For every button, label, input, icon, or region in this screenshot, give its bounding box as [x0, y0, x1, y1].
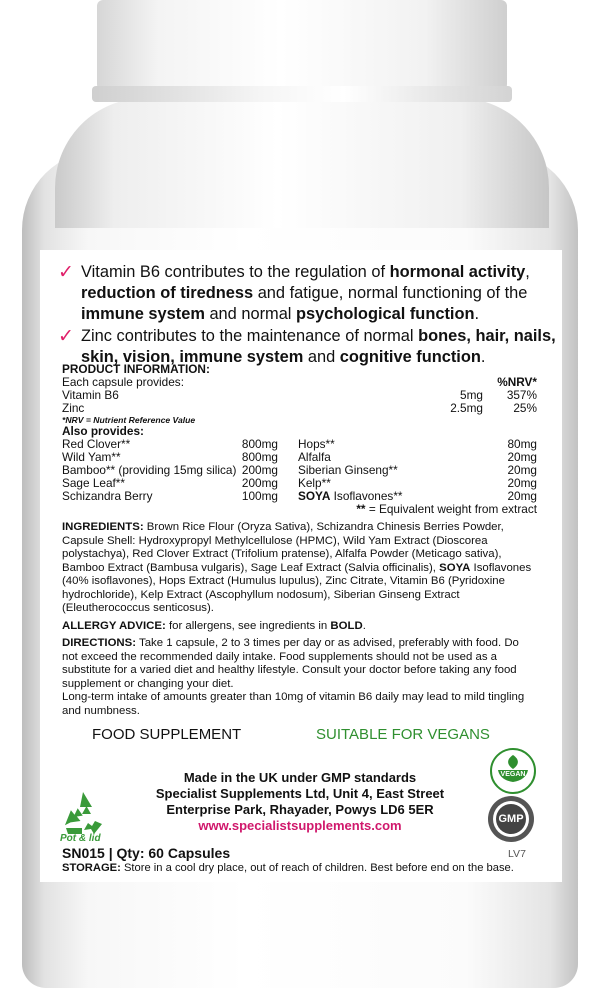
equivalent-note: ** = Equivalent weight from extract — [356, 502, 537, 516]
maker-line: Specialist Supplements Ltd, Unit 4, East Street — [155, 786, 445, 801]
also-provides-heading: Also provides: — [62, 424, 144, 438]
health-claims — [58, 262, 558, 369]
nutrient-amount: 2.5mg — [450, 401, 483, 415]
vegan-badge-text: VEGAN — [500, 771, 526, 778]
also-item-name: Kelp** — [298, 476, 331, 490]
claim-zinc: ✓ Zinc contributes to the maintenance of normal bones, hair, nails, skin, vision, immune system and cognitive function. — [58, 326, 556, 366]
food-supplement-label: FOOD SUPPLEMENT — [92, 726, 242, 743]
nrv-header: %NRV* — [497, 375, 537, 389]
each-capsule-label: Each capsule provides: — [62, 375, 184, 389]
also-item-amount: 80mg — [507, 437, 537, 451]
also-item-amount: 20mg — [507, 476, 537, 490]
recycle-label: Pot & lid — [60, 833, 101, 844]
storage-text: STORAGE: Store in a cool dry place, out of reach of children. Best before end on the base. — [62, 862, 514, 874]
website-link[interactable]: www.specialistsupplements.com — [198, 818, 402, 833]
directions-text: DIRECTIONS: Take 1 capsule, 2 to 3 times per day or as advised, preferably with food. Do not exceed the recommended daily intake. Food supplements should not be used as a substitute for a varied diet and healthy lifestyle. Consult your doctor before taking any food supplement or changing your diet. — [62, 637, 519, 690]
nutrient-nrv: 25% — [513, 401, 537, 415]
nutrient-amount: 5mg — [460, 388, 483, 402]
maker-line: Made in the UK under GMP standards — [183, 770, 417, 785]
also-item-amount: 20mg — [507, 463, 537, 477]
gmp-badge-icon — [488, 796, 534, 842]
also-item-amount: 200mg — [241, 476, 278, 490]
also-item-amount: 20mg — [507, 489, 537, 503]
check-icon: ✓ — [58, 262, 74, 283]
nutrient-name: Vitamin B6 — [62, 388, 119, 402]
lv-code: LV7 — [508, 848, 526, 860]
also-item-name: Siberian Ginseng** — [298, 463, 398, 477]
vegan-leaf-icon — [490, 748, 536, 794]
also-item-name: Sage Leaf** — [62, 476, 125, 490]
maker-line: Enterprise Park, Rhayader, Powys LD6 5ER — [166, 802, 434, 817]
also-item-name: SOYA Isoflavones** — [298, 489, 403, 503]
product-info-heading: PRODUCT INFORMATION: — [62, 362, 210, 376]
claim-vitamin-b6: ✓ Vitamin B6 contributes to the regulation of hormonal activity, reduction of tiredness and fatigue, normal functioning of the immune system and normal psychological function. — [58, 262, 530, 323]
b6-warning: Long-term intake of amounts greater than 10mg of vitamin B6 daily may lead to mild tingling and numbness. — [62, 691, 525, 717]
nutrient-nrv: 357% — [506, 388, 537, 402]
sku-quantity: SN015 | Qty: 60 Capsules — [62, 845, 231, 861]
check-icon: ✓ — [58, 326, 74, 347]
also-item-amount: 20mg — [507, 450, 537, 464]
also-item-amount: 800mg — [241, 437, 278, 451]
also-item-name: Bamboo** (providing 15mg silica) — [62, 463, 237, 477]
also-item-name: Hops** — [298, 437, 335, 451]
bottle-cap — [97, 0, 507, 98]
bottle-shoulder — [55, 98, 549, 228]
also-item-name: Alfalfa — [298, 450, 331, 464]
suitable-for-vegans-label: SUITABLE FOR VEGANS — [316, 726, 490, 743]
gmp-badge-text: GMP — [498, 813, 524, 825]
also-item-amount: 200mg — [241, 463, 278, 477]
also-item-amount: 800mg — [241, 450, 278, 464]
also-item-name: Schizandra Berry — [62, 489, 153, 503]
allergy-advice: ALLERGY ADVICE: for allergens, see ingredients in BOLD. — [62, 620, 366, 632]
ingredients-text: INGREDIENTS: Brown Rice Flour (Oryza Sativa), Schizandra Chinesis Berries Powder, Capsule Shell: Hydroxypropyl Methylcellulose (HPMC), Wild Yam Extract (Dioscorea polystachya), Red Clover Extract (Trifolium pratense), Alfalfa Powder (Meticago sativa), Bamboo Extract (Bambusa vulgaris), Sage Leaf Extract (Salvia officinalis), SOYA Isoflavones (40% isoflavones), Hops Extract (Humulus lupulus), Zinc Citrate, Vitamin B6 (Pyridoxine hydrochloride), Kelp Extract (Ascophyllum nodosum), Siberian Ginseng Extract (Eleutherococcus senticosus). — [62, 521, 532, 614]
also-item-name: Wild Yam** — [62, 450, 121, 464]
also-item-amount: 100mg — [241, 489, 278, 503]
also-item-name: Red Clover** — [62, 437, 131, 451]
bottle-cap-rim — [92, 86, 512, 102]
nutrient-name: Zinc — [62, 401, 85, 415]
nrv-note: *NRV = Nutrient Reference Value — [62, 415, 196, 425]
